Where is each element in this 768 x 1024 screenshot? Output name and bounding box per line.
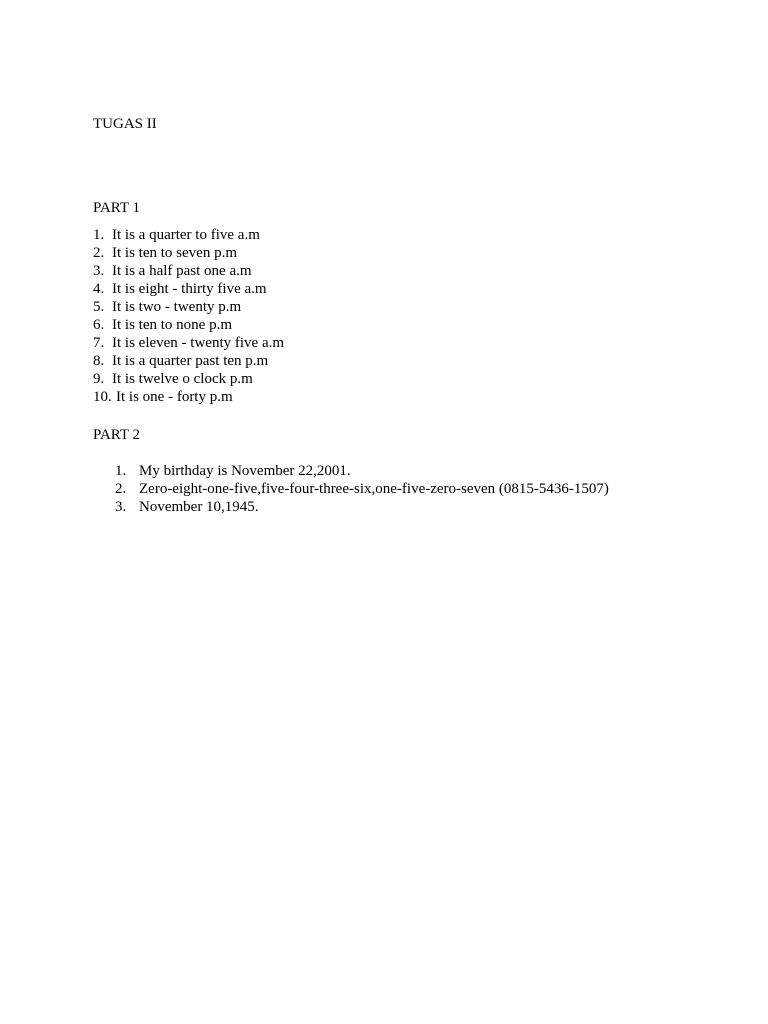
- list-item-number: 2.: [115, 481, 127, 497]
- list-item-text: My birthday is November 22,2001.: [139, 463, 351, 479]
- list-item-number: 3.: [93, 263, 105, 279]
- list-item-text: November 10,1945.: [139, 499, 259, 515]
- list-item-number: 5.: [93, 299, 105, 315]
- list-item-number: 8.: [93, 353, 105, 369]
- list-item-text: It is eight - thirty five a.m: [112, 281, 267, 297]
- list-item-number: 10.: [93, 389, 112, 405]
- list-item: [93, 352, 284, 370]
- list-item: [93, 388, 284, 406]
- list-item-text: It is one - forty p.m: [116, 389, 233, 405]
- list-item-text: Zero-eight-one-five,five-four-three-six,one-five-zero-seven (0815-5436-1507): [139, 481, 609, 497]
- list-item-text: It is eleven - twenty five a.m: [112, 335, 285, 351]
- list-item-text: It is ten to seven p.m: [112, 245, 237, 261]
- list-item: [93, 316, 284, 334]
- list-item: [93, 334, 284, 352]
- list-item-text: It is a half past one a.m: [112, 263, 252, 279]
- list-item: [115, 462, 609, 480]
- document-title: TUGAS II: [93, 116, 157, 132]
- part1-heading: PART 1: [93, 200, 141, 216]
- list-item: [93, 370, 284, 388]
- list-item-text: It is a quarter past ten p.m: [112, 353, 269, 369]
- list-item-number: 7.: [93, 335, 105, 351]
- list-item: [115, 498, 609, 516]
- list-item: [93, 226, 284, 244]
- list-item: [93, 280, 284, 298]
- list-item: [93, 262, 284, 280]
- part2-heading: PART 2: [93, 427, 141, 443]
- list-item-text: It is twelve o clock p.m: [112, 371, 253, 387]
- part1-list: [93, 226, 284, 406]
- list-item-number: 1.: [115, 463, 127, 479]
- list-item: [93, 244, 284, 262]
- list-item-text: It is a quarter to five a.m: [112, 227, 260, 243]
- part2-list: [115, 462, 609, 516]
- list-item: [93, 298, 284, 316]
- list-item: [115, 480, 609, 498]
- list-item-number: 3.: [115, 499, 127, 515]
- list-item-number: 1.: [93, 227, 105, 243]
- list-item-number: 6.: [93, 317, 105, 333]
- list-item-text: It is ten to none p.m: [112, 317, 232, 333]
- list-item-number: 2.: [93, 245, 105, 261]
- list-item-number: 4.: [93, 281, 105, 297]
- list-item-number: 9.: [93, 371, 105, 387]
- list-item-text: It is two - twenty p.m: [112, 299, 242, 315]
